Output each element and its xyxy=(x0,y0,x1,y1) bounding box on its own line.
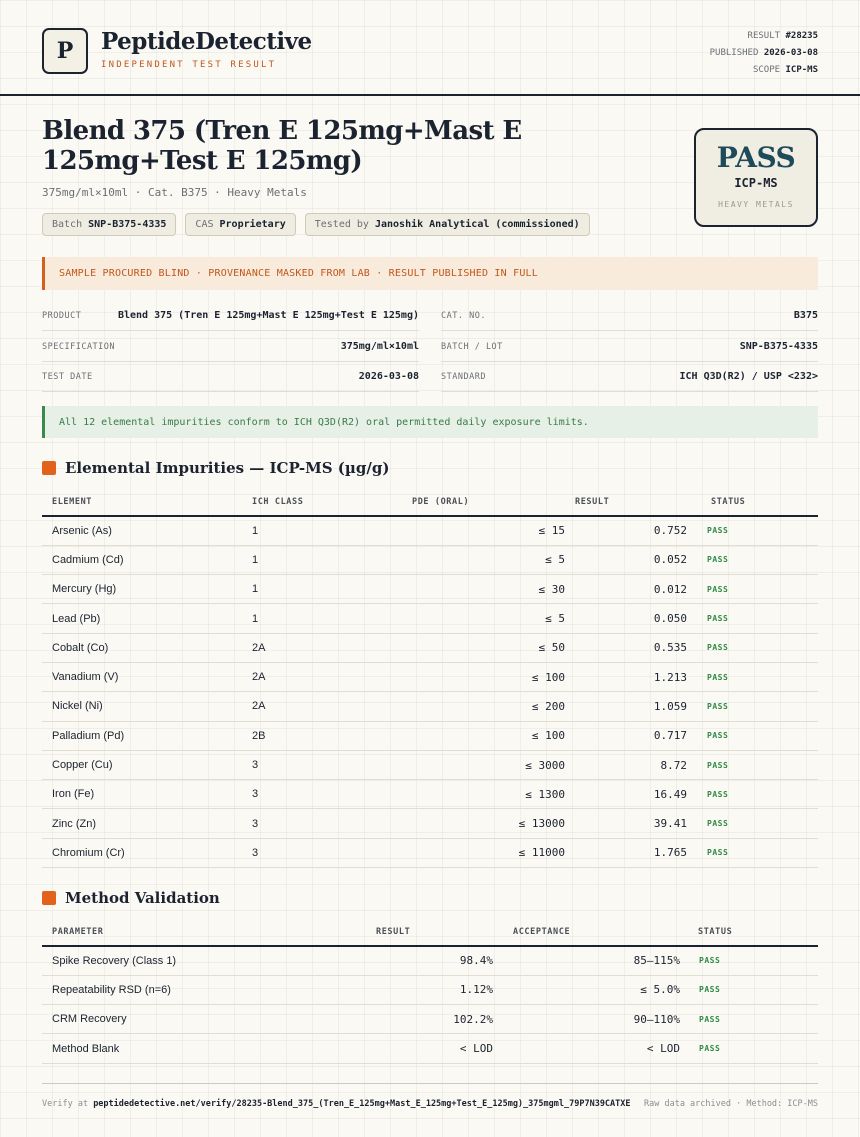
pde-limit: ≤ 3000 xyxy=(402,750,565,779)
result-value: 1.213 xyxy=(565,662,687,691)
table-row xyxy=(42,721,818,750)
pass-stamp xyxy=(694,128,818,227)
status-badge: PASS xyxy=(687,662,818,691)
impurities-heading xyxy=(42,459,389,477)
result-value: 0.752 xyxy=(565,516,687,545)
impurities-body xyxy=(42,516,818,868)
product-title: Blend 375 (Tren E 125mg+Mast E 125mg+Test E 125mg) xyxy=(42,116,522,176)
logo xyxy=(42,28,88,74)
ich-class: 1 xyxy=(242,604,402,633)
acceptance-range: < LOD xyxy=(493,1034,680,1063)
element-name: Iron (Fe) xyxy=(42,780,242,809)
impurities-table xyxy=(42,488,818,868)
acceptance-range: 85–115% xyxy=(493,946,680,975)
report-meta xyxy=(710,28,818,79)
element-name: Chromium (Cr) xyxy=(42,838,242,867)
col-status: STATUS xyxy=(687,488,818,516)
result-value: 1.765 xyxy=(565,838,687,867)
element-name: Zinc (Zn) xyxy=(42,809,242,838)
chip-value: SNP-B375-4335 xyxy=(88,219,167,230)
result-value: 16.49 xyxy=(565,780,687,809)
ich-class: 1 xyxy=(242,575,402,604)
result-value: < LOD xyxy=(365,1034,493,1063)
element-name: Arsenic (As) xyxy=(42,516,242,545)
scope-value: ICP-MS xyxy=(785,65,818,75)
published-label: PUBLISHED xyxy=(709,48,759,58)
info-value: Blend 375 (Tren E 125mg+Mast E 125mg+Test E 125mg) xyxy=(117,310,419,321)
info-key: BATCH / LOT xyxy=(441,341,503,352)
acceptance-range: 90–110% xyxy=(493,1005,680,1034)
section-marker-icon xyxy=(42,891,56,905)
info-specification xyxy=(42,332,419,362)
status-badge: PASS xyxy=(680,975,818,1004)
info-cat-no xyxy=(441,301,818,331)
logo-letter: P xyxy=(56,38,74,64)
status-badge: PASS xyxy=(687,838,818,867)
element-name: Lead (Pb) xyxy=(42,604,242,633)
report-footer xyxy=(42,1083,818,1109)
status-badge: PASS xyxy=(687,516,818,545)
brand-tagline: INDEPENDENT TEST RESULT xyxy=(101,60,277,70)
impurities-title: Elemental Impurities — ICP-MS (µg/g) xyxy=(65,459,390,477)
product-chips xyxy=(42,213,590,236)
result-number: #28235 xyxy=(785,31,818,41)
element-name: Copper (Cu) xyxy=(42,750,242,779)
info-key: STANDARD xyxy=(441,371,486,382)
pde-limit: ≤ 50 xyxy=(402,633,565,662)
pde-limit: ≤ 100 xyxy=(402,721,565,750)
table-row xyxy=(42,662,818,691)
pde-limit: ≤ 5 xyxy=(402,604,565,633)
col-acceptance: ACCEPTANCE xyxy=(493,918,680,946)
batch-chip xyxy=(42,213,176,236)
validation-title: Method Validation xyxy=(65,889,220,907)
ich-class: 2A xyxy=(242,692,402,721)
stamp-category: HEAVY METALS xyxy=(718,200,794,209)
info-batch xyxy=(441,332,818,362)
parameter-name: CRM Recovery xyxy=(42,1005,365,1034)
element-name: Cadmium (Cd) xyxy=(42,545,242,574)
element-name: Palladium (Pd) xyxy=(42,721,242,750)
table-row xyxy=(42,516,818,545)
result-value: 0.012 xyxy=(565,575,687,604)
procurement-notice: SAMPLE PROCURED BLIND · PROVENANCE MASKED FROM LAB · RESULT PUBLISHED IN FULL xyxy=(42,257,818,290)
acceptance-range: ≤ 5.0% xyxy=(493,975,680,1004)
result-value: 102.2% xyxy=(365,1005,493,1034)
pde-limit: ≤ 5 xyxy=(402,545,565,574)
status-badge: PASS xyxy=(687,750,818,779)
ich-class: 2B xyxy=(242,721,402,750)
ich-class: 3 xyxy=(242,809,402,838)
info-value: ICH Q3D(R2) / USP <232> xyxy=(679,371,818,382)
pde-limit: ≤ 200 xyxy=(402,692,565,721)
result-value: 98.4% xyxy=(365,946,493,975)
col-result: RESULT xyxy=(365,918,493,946)
result-value: 1.12% xyxy=(365,975,493,1004)
status-badge: PASS xyxy=(687,575,818,604)
table-row xyxy=(42,1034,818,1063)
ich-class: 3 xyxy=(242,780,402,809)
col-status: STATUS xyxy=(680,918,818,946)
result-value: 0.052 xyxy=(565,545,687,574)
table-header-row xyxy=(42,488,818,516)
table-row xyxy=(42,545,818,574)
col-result: RESULT xyxy=(565,488,687,516)
status-badge: PASS xyxy=(687,692,818,721)
element-name: Vanadium (V) xyxy=(42,662,242,691)
col-ich-class: ICH CLASS xyxy=(242,488,402,516)
section-marker-icon xyxy=(42,461,56,475)
info-value: B375 xyxy=(793,310,818,321)
status-badge: PASS xyxy=(680,946,818,975)
pde-limit: ≤ 15 xyxy=(402,516,565,545)
info-value: 375mg/ml×10ml xyxy=(340,341,419,352)
result-value: 0.050 xyxy=(565,604,687,633)
ich-class: 3 xyxy=(242,750,402,779)
chip-value: Janoshik Analytical (commissioned) xyxy=(374,219,580,230)
result-value: 0.535 xyxy=(565,633,687,662)
element-name: Mercury (Hg) xyxy=(42,575,242,604)
col-parameter: PARAMETER xyxy=(42,918,365,946)
result-value: 8.72 xyxy=(565,750,687,779)
status-badge: PASS xyxy=(687,604,818,633)
ich-class: 2A xyxy=(242,662,402,691)
tested-by-chip xyxy=(305,213,590,236)
table-row xyxy=(42,975,818,1004)
status-badge: PASS xyxy=(687,721,818,750)
info-key: TEST DATE xyxy=(42,371,93,382)
chip-label: Batch xyxy=(52,219,83,230)
info-test-date xyxy=(42,362,419,392)
status-badge: PASS xyxy=(687,780,818,809)
ich-class: 3 xyxy=(242,838,402,867)
verify-link[interactable]: peptidedetective.net/verify/28235-Blend_375_(Tren_E_125mg+Mast_E_125mg+Test_E_125mg)_375mgml_79P7N39CATXE xyxy=(93,1099,631,1109)
cas-chip xyxy=(185,213,295,236)
status-badge: PASS xyxy=(680,1005,818,1034)
ich-class: 1 xyxy=(242,545,402,574)
published-date: 2026-03-08 xyxy=(763,48,818,58)
parameter-name: Repeatability RSD (n=6) xyxy=(42,975,365,1004)
element-name: Nickel (Ni) xyxy=(42,692,242,721)
status-badge: PASS xyxy=(687,809,818,838)
result-value: 0.717 xyxy=(565,721,687,750)
element-name: Cobalt (Co) xyxy=(42,633,242,662)
verify-line xyxy=(42,1099,631,1109)
col-pde: PDE (ORAL) xyxy=(402,488,565,516)
parameter-name: Method Blank xyxy=(42,1034,365,1063)
chip-label: Tested by xyxy=(314,219,369,230)
table-row xyxy=(42,692,818,721)
report-header xyxy=(0,0,860,96)
status-badge: PASS xyxy=(680,1034,818,1063)
info-key: SPECIFICATION xyxy=(42,341,116,352)
table-row xyxy=(42,575,818,604)
info-standard xyxy=(441,362,818,392)
table-row xyxy=(42,604,818,633)
table-row xyxy=(42,809,818,838)
status-badge: PASS xyxy=(687,633,818,662)
stamp-verdict: PASS xyxy=(716,141,796,174)
ich-class: 2A xyxy=(242,633,402,662)
info-key: PRODUCT xyxy=(42,310,82,321)
ich-class: 1 xyxy=(242,516,402,545)
stamp-method: ICP-MS xyxy=(734,176,778,190)
result-label: RESULT xyxy=(747,31,781,41)
status-badge: PASS xyxy=(687,545,818,574)
parameter-name: Spike Recovery (Class 1) xyxy=(42,946,365,975)
pde-limit: ≤ 13000 xyxy=(402,809,565,838)
pde-limit: ≤ 11000 xyxy=(402,838,565,867)
table-row xyxy=(42,946,818,975)
table-header-row xyxy=(42,918,818,946)
validation-heading xyxy=(42,889,220,907)
info-value: SNP-B375-4335 xyxy=(739,341,818,352)
pde-limit: ≤ 100 xyxy=(402,662,565,691)
product-subtitle: 375mg/ml×10ml · Cat. B375 · Heavy Metals xyxy=(42,186,307,199)
info-key: CAT. NO. xyxy=(441,310,486,321)
table-row xyxy=(42,633,818,662)
conformity-banner: All 12 elemental impurities conform to ICH Q3D(R2) oral permitted daily exposure limits. xyxy=(42,406,818,438)
table-row xyxy=(42,780,818,809)
col-element: ELEMENT xyxy=(42,488,242,516)
archive-note: Raw data archived · Method: ICP-MS xyxy=(644,1099,818,1109)
scope-label: SCOPE xyxy=(752,65,781,75)
verify-prefix: Verify at xyxy=(42,1099,89,1109)
result-value: 1.059 xyxy=(565,692,687,721)
result-value: 39.41 xyxy=(565,809,687,838)
table-row xyxy=(42,1005,818,1034)
info-value: 2026-03-08 xyxy=(358,371,419,382)
chip-label: CAS xyxy=(195,219,214,230)
validation-body xyxy=(42,946,818,1063)
table-row xyxy=(42,750,818,779)
brand-name: PeptideDetective xyxy=(101,28,312,55)
table-row xyxy=(42,838,818,867)
pde-limit: ≤ 1300 xyxy=(402,780,565,809)
validation-table xyxy=(42,918,818,1064)
info-product xyxy=(42,301,419,331)
chip-value: Proprietary xyxy=(219,219,286,230)
pde-limit: ≤ 30 xyxy=(402,575,565,604)
